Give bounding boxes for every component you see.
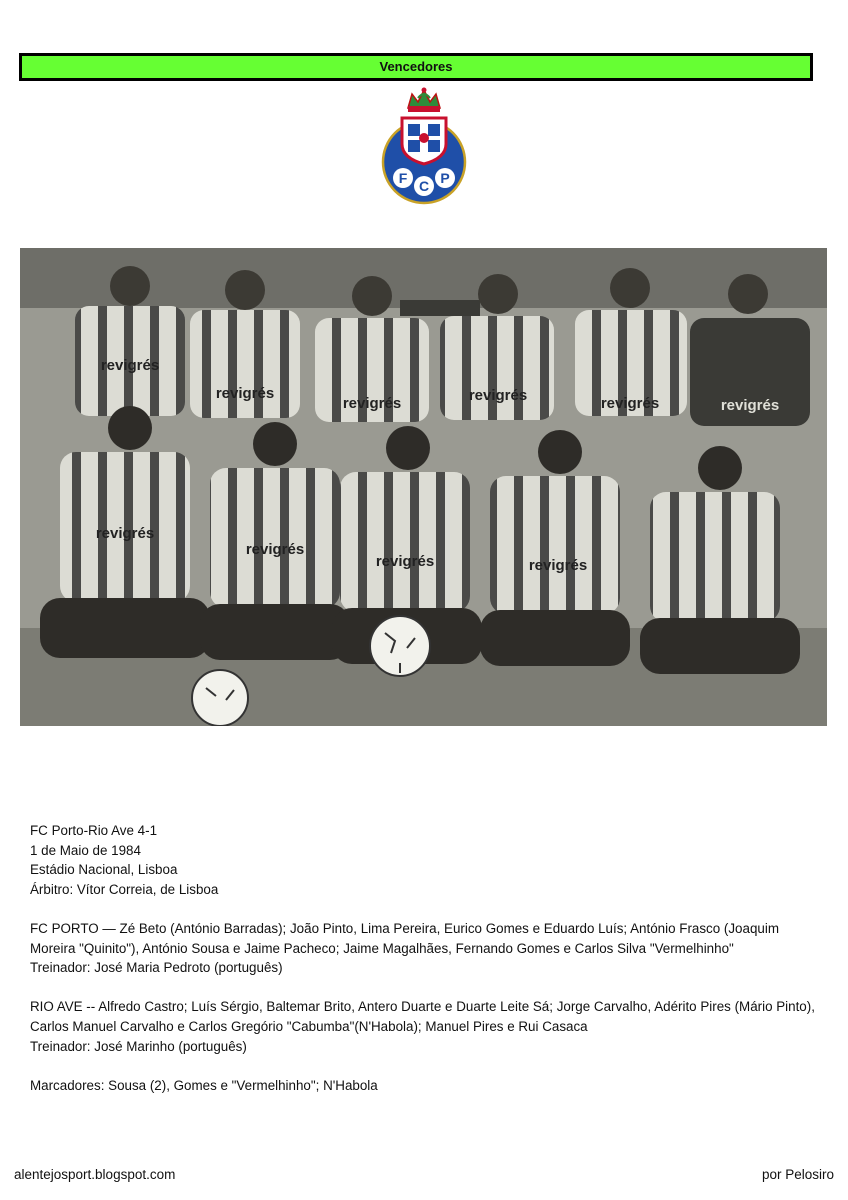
svg-text:P: P [440, 170, 450, 186]
svg-text:revigrés: revigrés [375, 553, 435, 570]
svg-text:revigrés: revigrés [100, 357, 160, 374]
svg-text:revigrés: revigrés [468, 387, 528, 404]
fc-porto-crest [378, 86, 470, 208]
scorers: Marcadores: Sousa (2), Gomes e "Vermelhinho"; N'Habola [30, 1077, 378, 1093]
match-result: FC Porto-Rio Ave 4-1 [30, 823, 158, 838]
match-report [30, 821, 820, 1095]
match-venue: Estádio Nacional, Lisboa [30, 862, 178, 878]
svg-text:revigrés: revigrés [342, 395, 402, 412]
svg-text:revigrés: revigrés [215, 385, 275, 402]
rioave-coach: Treinador: José Marinho (português) [30, 1038, 247, 1054]
svg-text:revigrés: revigrés [528, 557, 588, 574]
title-banner [19, 53, 813, 81]
svg-text:revigrés: revigrés [95, 525, 155, 542]
team-photo [20, 248, 827, 726]
svg-text:revigrés: revigrés [600, 395, 660, 412]
svg-text:C: C [418, 178, 430, 194]
banner-title: Vencedores [379, 59, 453, 74]
svg-text:revigrés: revigrés [245, 541, 305, 558]
match-referee: Árbitro: Vítor Correia, de Lisboa [30, 881, 219, 897]
svg-text:revigrés: revigrés [720, 397, 780, 414]
match-date: 1 de Maio de 1984 [30, 842, 141, 858]
svg-text:F: F [398, 170, 408, 186]
footer-site: alentejosport.blogspot.com [14, 1167, 176, 1182]
crest-icon [378, 86, 470, 208]
porto-coach: Treinador: José Maria Pedroto (português) [30, 960, 283, 976]
rioave-lineup: RIO AVE -- Alfredo Castro; Luís Sérgio, Baltemar Brito, Antero Duarte e Duarte Leite Sá; Jorge Carvalho, Adérito Pires (Mário Pinto), Carlos Manuel Carvalho e Carlos Gregório "Cabumba"(N'Habola); Manuel Pires e Rui Casaca [30, 999, 815, 1034]
footer-author: por Pelosiro [761, 1167, 834, 1182]
porto-lineup: FC PORTO — Zé Beto (António Barradas); João Pinto, Lima Pereira, Eurico Gomes e Eduardo Luís; António Frasco (Joaquim Moreira "Quinito"), António Sousa e Jaime Pacheco; Jaime Magalhães, Fernando Gomes e Carlos Silva "Vermelhinho" [30, 920, 779, 956]
